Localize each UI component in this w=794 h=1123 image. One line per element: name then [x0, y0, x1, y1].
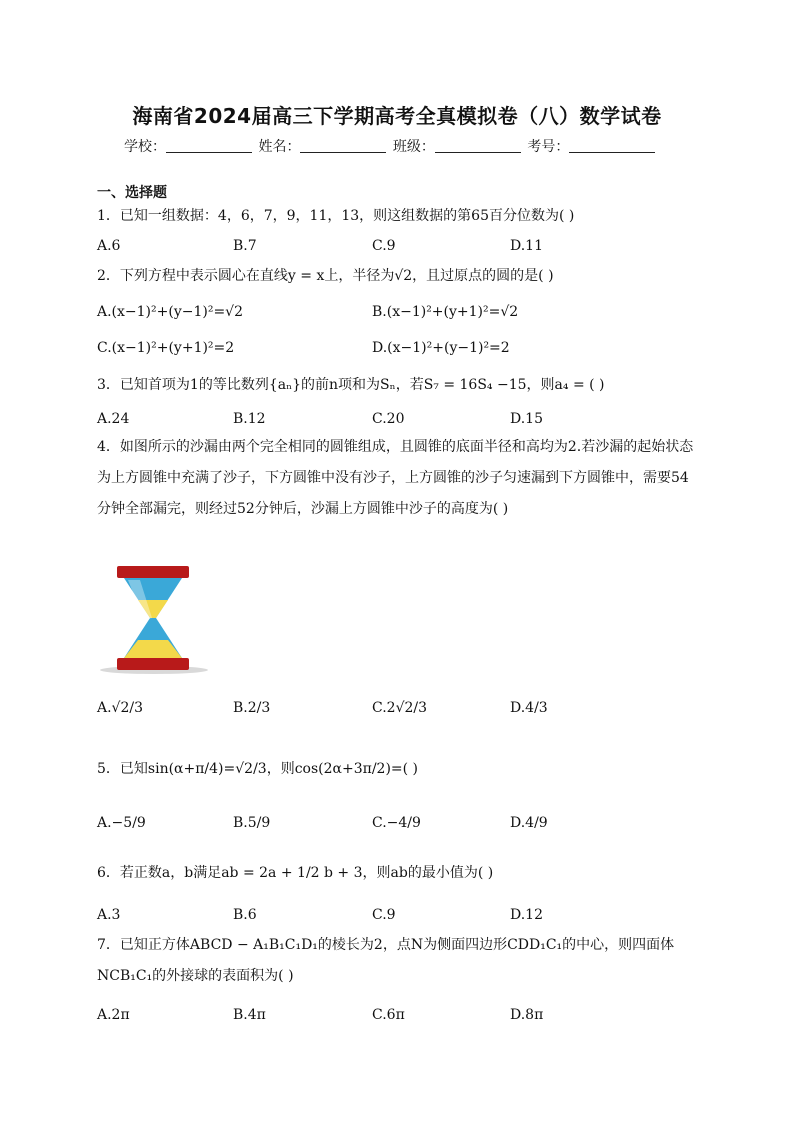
- q5-option-d: D.4/9: [510, 815, 548, 831]
- q6-option-a: A.3: [97, 907, 121, 923]
- q7-option-c: C.6π: [372, 1007, 405, 1023]
- q2-option-c: C.(x−1)²+(y+1)²=2: [97, 340, 235, 356]
- hourglass-lower-sand: [124, 640, 182, 658]
- q7-option-b: B.4π: [233, 1007, 266, 1023]
- q3-option-d: D.15: [510, 411, 543, 427]
- hourglass-top-cap: [117, 566, 189, 578]
- class-blank: [435, 138, 521, 153]
- q1-option-d: D.11: [510, 238, 543, 254]
- school-blank: [166, 138, 252, 153]
- question-3: 3．已知首项为1的等比数列{aₙ}的前n项和为Sₙ，若S₇ = 16S₄ −15，则a₄ = ( ): [97, 377, 605, 393]
- q5-option-b: B.5/9: [233, 815, 271, 831]
- hourglass-bottom-cap: [117, 658, 189, 670]
- question-5: 5．已知sin(α+π/4)=√2/3，则cos(2α+3π/2)=( ): [97, 761, 419, 777]
- question-2: 2．下列方程中表示圆心在直线y = x上，半径为√2，且过原点的圆的是( ): [97, 268, 554, 284]
- q7-option-d: D.8π: [510, 1007, 544, 1023]
- q5-option-c: C.−4/9: [372, 815, 421, 831]
- q1-option-b: B.7: [233, 238, 257, 254]
- question-6: 6．若正数a，b满足ab = 2a + 1/2 b + 3，则ab的最小值为( ): [97, 865, 494, 881]
- q4-option-c: C.2√2/3: [372, 700, 428, 716]
- question-7: 7．已知正方体ABCD − A₁B₁C₁D₁的棱长为2，点N为侧面四边形CDD₁C₁的中心，则四面体NCB₁C₁的外接球的表面积为( ): [97, 937, 675, 984]
- number-blank: [569, 138, 655, 153]
- class-label: 班级：: [392, 139, 435, 155]
- q6-option-d: D.12: [510, 907, 543, 923]
- school-label: 学校：: [124, 139, 166, 155]
- name-blank: [300, 138, 386, 153]
- q2-option-b: B.(x−1)²+(y+1)²=√2: [372, 304, 519, 320]
- number-label: 考号：: [527, 139, 570, 155]
- q4-option-d: D.4/3: [510, 700, 548, 716]
- q7-option-a: A.2π: [97, 1007, 130, 1023]
- question-1: 1．已知一组数据：4，6，7，9，11，13，则这组数据的第65百分位数为( ): [97, 208, 575, 224]
- section-title: 一、选择题: [97, 185, 167, 201]
- q3-option-a: A.24: [97, 411, 130, 427]
- q6-option-b: B.6: [233, 907, 257, 923]
- q5-option-a: A.−5/9: [97, 815, 146, 831]
- exam-title: 海南省2024届高三下学期高考全真模拟卷（八）数学试卷: [132, 104, 662, 128]
- student-info-row: [124, 136, 657, 156]
- hourglass-figure: [98, 562, 210, 676]
- q1-option-a: A.6: [97, 238, 121, 254]
- q3-option-b: B.12: [233, 411, 266, 427]
- q4-option-a: A.√2/3: [97, 700, 144, 716]
- q6-option-c: C.9: [372, 907, 396, 923]
- q4-option-b: B.2/3: [233, 700, 271, 716]
- q1-option-c: C.9: [372, 238, 396, 254]
- q3-option-c: C.20: [372, 411, 405, 427]
- name-label: 姓名：: [258, 139, 301, 155]
- q2-option-d: D.(x−1)²+(y−1)²=2: [372, 340, 510, 356]
- question-4: 4．如图所示的沙漏由两个完全相同的圆锥组成，且圆锥的底面半径和高均为2.若沙漏的起始状态为上方圆锥中充满了沙子，下方圆锥中没有沙子，上方圆锥的沙子匀速漏到下方圆锥中，需要54分钟全部漏完，则经过52分钟后，沙漏上方圆锥中沙子的高度为( ): [97, 439, 694, 517]
- q2-option-a: A.(x−1)²+(y−1)²=√2: [97, 304, 244, 320]
